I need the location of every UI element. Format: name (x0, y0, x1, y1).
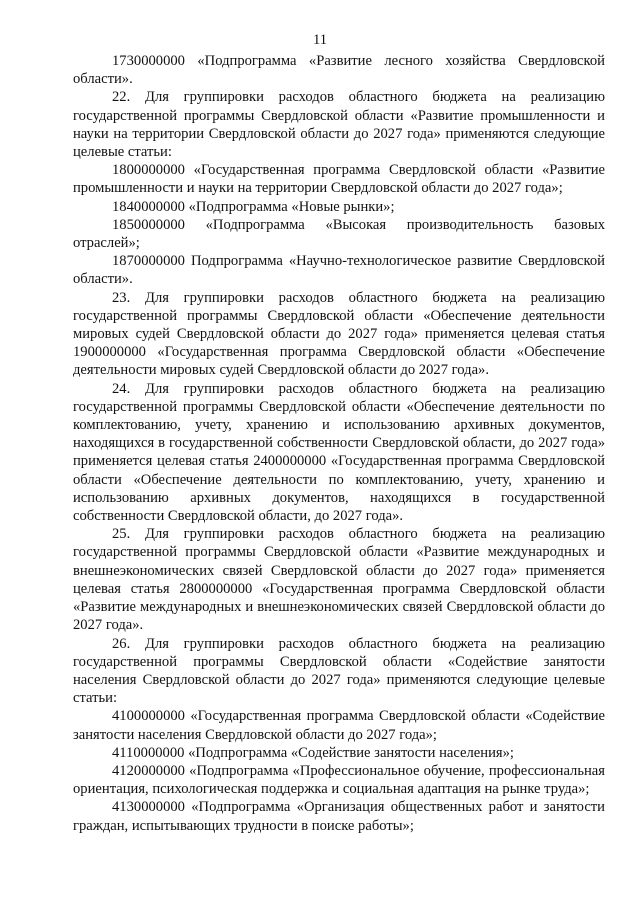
document-body (73, 52, 605, 835)
paragraph-24: 24. Для группировки расходов областного бюджета на реализацию государственной программы Свердловской области «Обеспечение деятельности по комплектованию, учету, хранению и использованию архивных документов, находящихся в государственной собственности Свердловской области, до 2027 года» применяется целевая статья 2400000000 «Государственная программа Свердловской области «Обеспечение деятельности по комплектованию, учету, хранению и использованию архивных документов, находящихся в государственной собственности Свердловской области, до 2027 года». (73, 380, 605, 525)
paragraph-4120000000: 4120000000 «Подпрограмма «Профессиональное обучение, профессиональная ориентация, психологическая поддержка и социальная адаптация на рынке труда»; (73, 762, 605, 798)
paragraph-1840000000: 1840000000 «Подпрограмма «Новые рынки»; (112, 198, 395, 215)
paragraph-4110000000: 4110000000 «Подпрограмма «Содействие занятости населения»; (112, 744, 514, 761)
paragraph-4130000000: 4130000000 «Подпрограмма «Организация общественных работ и занятости граждан, испытывающих трудности в поиске работы»; (73, 799, 605, 834)
paragraph-1870000000: 1870000000 Подпрограмма «Научно-технологическое развитие Свердловской области». (73, 253, 605, 288)
paragraph-1730000000: 1730000000 «Подпрограмма «Развитие лесного хозяйства Свердловской области». (73, 53, 605, 88)
paragraph-25: 25. Для группировки расходов областного бюджета на реализацию государственной программы Свердловской области «Развитие международных и внешнеэкономических связей Свердловской области до 2027 года» применяется целевая статья 2800000000 «Государственная программа Свердловской области «Развитие международных и внешнеэкономических связей Свердловской области до 2027 года». (73, 526, 605, 634)
paragraph-23: 23. Для группировки расходов областного бюджета на реализацию государственной программы Свердловской области «Обеспечение деятельности мировых судей Свердловской области до 2027 года» применяется целевая статья 1900000000 «Государственная программа Свердловской области «Обеспечение деятельности мировых судей Свердловской области до 2027 года». (73, 289, 605, 379)
paragraph-1850000000: 1850000000 «Подпрограмма «Высокая производительность базовых отраслей»; (73, 216, 605, 252)
paragraph-4100000000: 4100000000 «Государственная программа Свердловской области «Содействие занятости населения Свердловской области до 2027 года»; (73, 708, 605, 743)
paragraph-22-heading: 22. Для группировки расходов областного бюджета на реализацию государственной программы Свердловской области «Развитие промышленности и науки на территории Свердловской области до 2027 года» применяются следующие целевые статьи: (73, 89, 605, 161)
paragraph-1800000000: 1800000000 «Государственная программа Свердловской области «Развитие промышленности и науки на территории Свердловской области до 2027 года»; (73, 162, 605, 197)
page-number: 11 (312, 32, 328, 48)
paragraph-26-heading: 26. Для группировки расходов областного бюджета на реализацию государственной программы Свердловской области «Содействие занятости населения Свердловской области до 2027 года» применяются следующие целевые статьи: (73, 635, 605, 707)
